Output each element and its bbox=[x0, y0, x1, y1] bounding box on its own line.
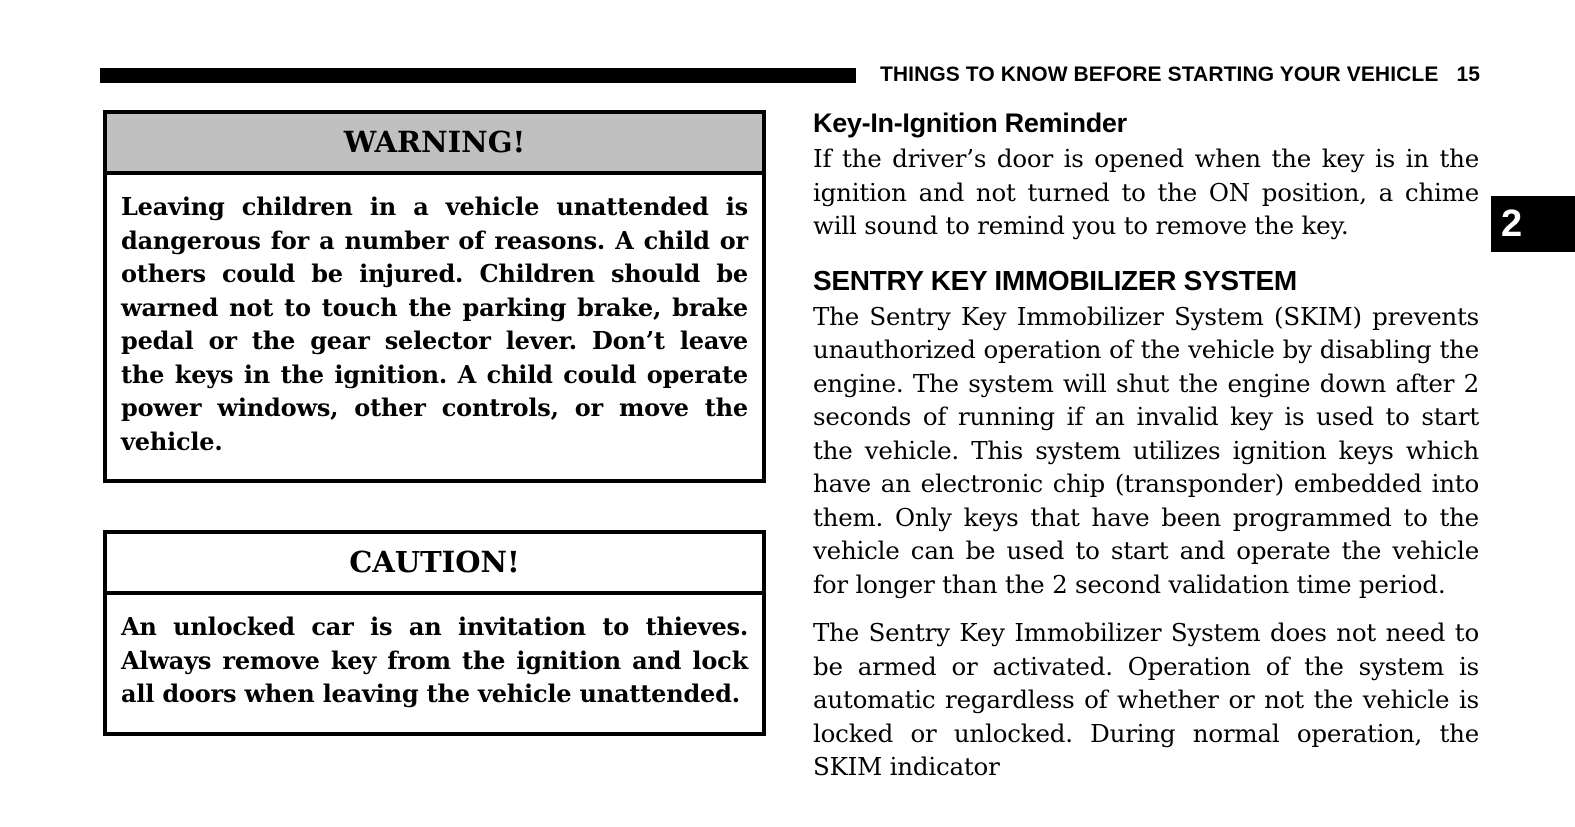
sentry-key-paragraph-2: The Sentry Key Immobilizer System does not need to be armed or activated. Operation of the system is automatic regardless of whether or not the vehicle is locked or unlocked. During normal operation, the SKIM indicator bbox=[813, 618, 1479, 781]
chapter-tab bbox=[1491, 196, 1575, 252]
key-in-ignition-heading: Key-In-Ignition Reminder bbox=[813, 108, 1127, 138]
sentry-key-heading: SENTRY KEY IMMOBILIZER SYSTEM bbox=[813, 264, 1297, 296]
key-in-ignition-paragraph: If the driver’s door is opened when the key is in the ignition and not turned to the ON position, a chime will sound to remind you to remove the key. bbox=[813, 144, 1479, 240]
caution-title: CAUTION! bbox=[349, 545, 520, 579]
caution-body-text: An unlocked car is an invitation to thieves. Always remove key from the ignition and lock all doors when leaving the vehicle unattended. bbox=[121, 612, 748, 708]
caution-box bbox=[103, 530, 766, 736]
left-column bbox=[103, 110, 766, 736]
chapter-tab-label: 2 bbox=[1501, 203, 1523, 245]
header-rule-bar bbox=[100, 68, 856, 83]
right-column bbox=[813, 108, 1479, 784]
page-number: 15 bbox=[1456, 63, 1480, 86]
warning-box bbox=[103, 110, 766, 483]
caution-box-header bbox=[107, 534, 762, 595]
running-header-title: THINGS TO KNOW BEFORE STARTING YOUR VEHICLE bbox=[879, 63, 1439, 86]
warning-box-header bbox=[107, 114, 762, 175]
warning-body-text: Leaving children in a vehicle unattended is dangerous for a number of reasons. A child or others could be injured. Children should be warned not to touch the parking brake, brake pedal or the gear selector lever. Don’t leave the keys in the ignition. A child could operate power windows, other controls, or move the vehicle. bbox=[121, 192, 748, 456]
sentry-key-paragraph-1: The Sentry Key Immobilizer System (SKIM) prevents unauthorized operation of the vehicle by disabling the engine. The system will shut the engine down after 2 seconds of running if an invalid key is used to start the vehicle. This system utilizes ignition keys which have an electronic chip (transponder) embedded into them. Only keys that have been programmed to the vehicle can be used to start and operate the vehicle for longer than the 2 second validation time period. bbox=[813, 301, 1479, 599]
warning-title: WARNING! bbox=[343, 125, 526, 159]
page-header bbox=[100, 60, 1480, 90]
